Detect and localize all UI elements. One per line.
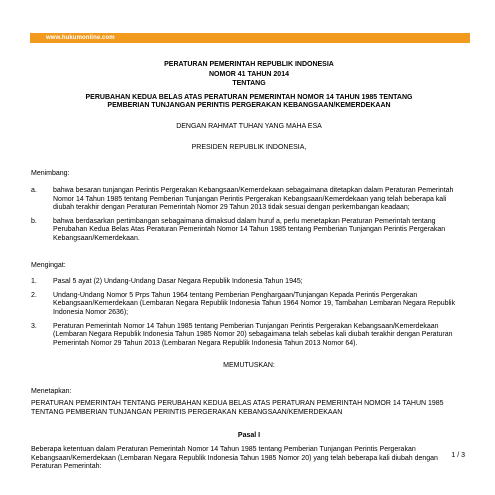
header-bar bbox=[30, 33, 470, 43]
page-number: 1 / 3 bbox=[451, 452, 465, 459]
item-text: bahwa besaran tunjangan Perintis Pergerakan Kebangsaan/Kemerdekaan sebagaimana ditetapkan dalam Peraturan Pemerintah Nomor 14 Tahun 1985 tentang Pemberian Tunjangan Perintis Pergerakan Kebangsaan/Kemerdekaan yang telah beberapa kali diubah terakhir dengan Peraturan Pemerintah Nomor 29 Tahun 2013 tidak sesuai dengan perkembangan keadaan; bbox=[53, 186, 454, 212]
item-text: bahwa berdasarkan pertimbangan sebagaimana dimaksud dalam huruf a, perlu menetapkan Peraturan Pemerintah tentang Perubahan Kedua Belas Atas Peraturan Pemerintah Nomor 14 Tahun 1985 tentang Pemberian Tunjangan Perintis Pergerakan Kebangsaan/Kemerdekaan. bbox=[53, 217, 446, 242]
mengingat-item bbox=[31, 323, 467, 349]
preamble-dengan: DENGAN RAHMAT TUHAN YANG MAHA ESA bbox=[176, 123, 322, 131]
memutuskan-heading: MEMUTUSKAN: bbox=[223, 362, 275, 370]
doc-subject bbox=[31, 94, 467, 110]
doc-subject-line2: PEMBERIAN TUNJANGAN PERINTIS PERGERAKAN KEBANGSAAN/KEMERDEKAAN bbox=[107, 101, 391, 109]
preamble-presiden: PRESIDEN REPUBLIK INDONESIA, bbox=[191, 143, 307, 151]
item-text: Peraturan Pemerintah Nomor 14 Tahun 1985 tentang Pemberian Tunjangan Perintis Pergerakan Kebangsaan/Kemerdekaan (Lembaran Negara Republik Indonesia Tahun 1985 Nomor 20) sebagaimana telah sebelas kali diubah terakhir dengan Peraturan Pemerintah Nomor 29 Tahun 2013 (Lembaran Negara Republik Indonesia Tahun 2013 Nomor 64). bbox=[53, 322, 453, 347]
menimbang-item bbox=[31, 187, 467, 213]
item-label: 3. bbox=[31, 322, 37, 330]
doc-subject-line1: PERUBAHAN KEDUA BELAS ATAS PERATURAN PEMERINTAH NOMOR 14 TAHUN 1985 TENTANG bbox=[85, 93, 413, 101]
doc-title-line1: PERATURAN PEMERINTAH REPUBLIK INDONESIA bbox=[164, 61, 334, 68]
menimbang-item bbox=[31, 218, 467, 244]
item-label: 2. bbox=[31, 291, 37, 299]
pasal-text: Beberapa ketentuan dalam Peraturan Pemerintah Nomor 14 Tahun 1985 tentang Pemberian Tunjangan Perintis Pergerakan Kebangsaan/Kemerdekaan (Lembaran Negara Republik Indonesia Tahun 1985 Nomor 20) yang telah beberapa kali diubah dengan Peraturan Pemerintah: bbox=[31, 446, 438, 471]
mengingat-item bbox=[31, 278, 467, 287]
site-link[interactable]: www.hukumonline.com bbox=[46, 35, 115, 41]
doc-title-line3: TENTANG bbox=[232, 80, 266, 88]
menetapkan-text: PERATURAN PEMERINTAH TENTANG PERUBAHAN KEDUA BELAS ATAS PERATURAN PEMERINTAH NOMOR 14 TAHUN 1985 TENTANG PEMBERIAN TUNJANGAN PERINTIS PERGERAKAN KEBANGSAAN/KEMERDEKAAN bbox=[31, 400, 444, 417]
mengingat-item bbox=[31, 292, 467, 318]
item-label: b. bbox=[31, 217, 37, 225]
menetapkan-label: Menetapkan: bbox=[31, 387, 72, 395]
item-label: a. bbox=[31, 186, 37, 194]
doc-title-line2: NOMOR 41 TAHUN 2014 bbox=[208, 70, 289, 78]
item-text: Undang-Undang Nomor 5 Prps Tahun 1964 tentang Pemberian Penghargaan/Tunjangan Kepada Perintis Pergerakan Kebangsaan/Kemerdekaan (Lembaran Negara Republik Indonesia Tahun 1964 Nomor 19, Tambahan Lembaran Negara Republik Indonesia Nomor 2636); bbox=[53, 291, 456, 316]
item-text: Pasal 5 ayat (2) Undang-Undang Dasar Negara Republik Indonesia Tahun 1945; bbox=[53, 278, 303, 286]
document-body bbox=[31, 58, 467, 472]
item-label: 1. bbox=[31, 278, 37, 286]
mengingat-label: Mengingat: bbox=[31, 261, 66, 269]
pasal-title: Pasal I bbox=[237, 431, 261, 439]
menimbang-label: Menimbang: bbox=[31, 170, 70, 178]
